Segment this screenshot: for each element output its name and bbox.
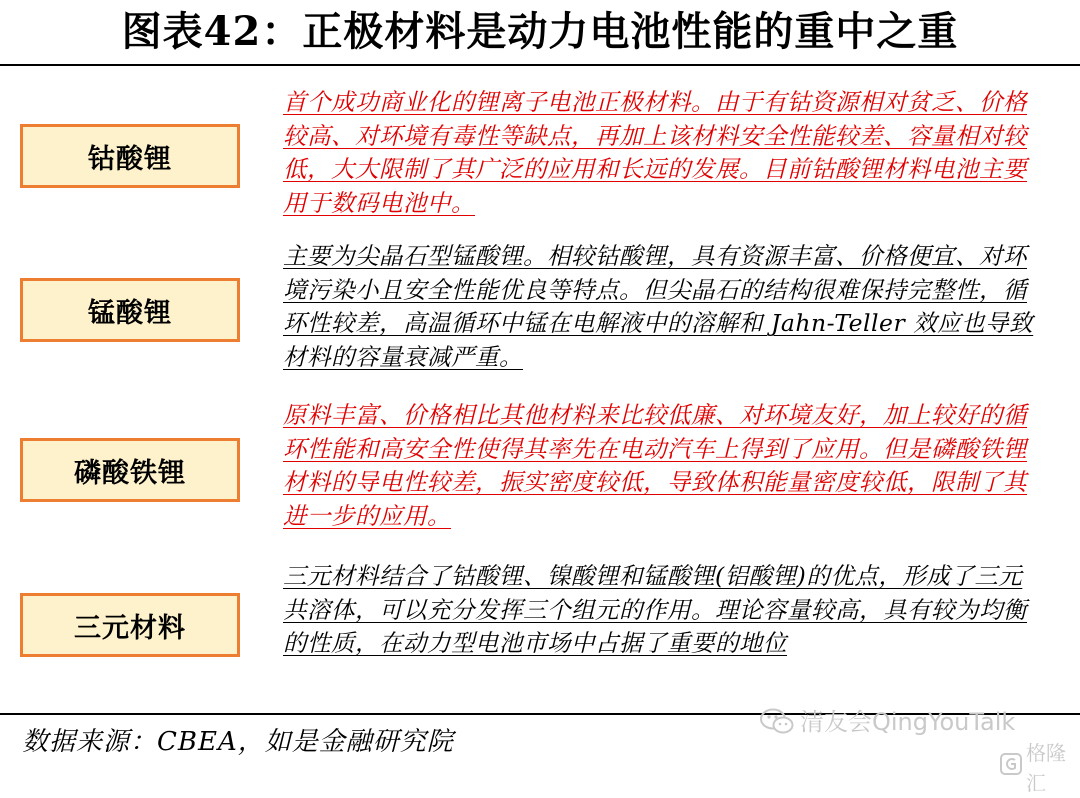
description-lithium-cobalt-oxide: 首个成功商业化的锂离子电池正极材料。由于有钴资源相对贫乏、价格较高、对环境有毒性等缺点，再加上该材料安全性能较差、容量相对较低，大大限制了其广泛的应用和长远的发展。目前钴酸锂材料电池主要用于数码电池中。 (283, 88, 1027, 217)
watermark-secondary (1000, 738, 1080, 798)
label-lithium-iron-phosphate: 磷酸铁锂 (20, 438, 240, 502)
label-ternary-material: 三元材料 (20, 593, 240, 657)
wechat-icon (760, 708, 794, 736)
watermark-secondary-text: 格隆汇 (1026, 741, 1066, 795)
page-title: 图表42：正极材料是动力电池性能的重中之重 (121, 8, 959, 55)
gelonghui-logo-icon (1000, 753, 1022, 783)
description-lithium-manganese-oxide: 主要为尖晶石型锰酸锂。相较钴酸锂，具有资源丰富、价格便宜、对环境污染小且安全性能优良等特点。但尖晶石的结构很难保持完整性，循环性较差，高温循环中锰在电解液中的溶解和 Jahn-Teller 效应也导致材料的容量衰减严重。 (283, 242, 1034, 371)
description-lithium-iron-phosphate: 原料丰富、价格相比其他材料来比较低廉、对环境友好，加上较好的循环性能和高安全性使得其率先在电动汽车上得到了应用。但是磷酸铁锂材料的导电性较差，振实密度较低，导致体积能量密度较低，限制了其进一步的应用。 (283, 401, 1027, 530)
title-divider (0, 64, 1080, 66)
description-ternary-material: 三元材料结合了钴酸锂、镍酸锂和锰酸锂(铝酸锂)的优点，形成了三元共溶体，可以充分发挥三个组元的作用。理论容量较高，具有较为均衡的性质，在动力型电池市场中占据了重要的地位 (283, 562, 1027, 657)
label-lithium-manganese-oxide: 锰酸锂 (20, 278, 240, 342)
label-lithium-cobalt-oxide: 钴酸锂 (20, 124, 240, 188)
watermark-text: 清友会QingYouTalk (800, 708, 1016, 736)
source-note: 数据来源：CBEA，如是金融研究院 (22, 727, 454, 757)
watermark (760, 704, 1015, 740)
